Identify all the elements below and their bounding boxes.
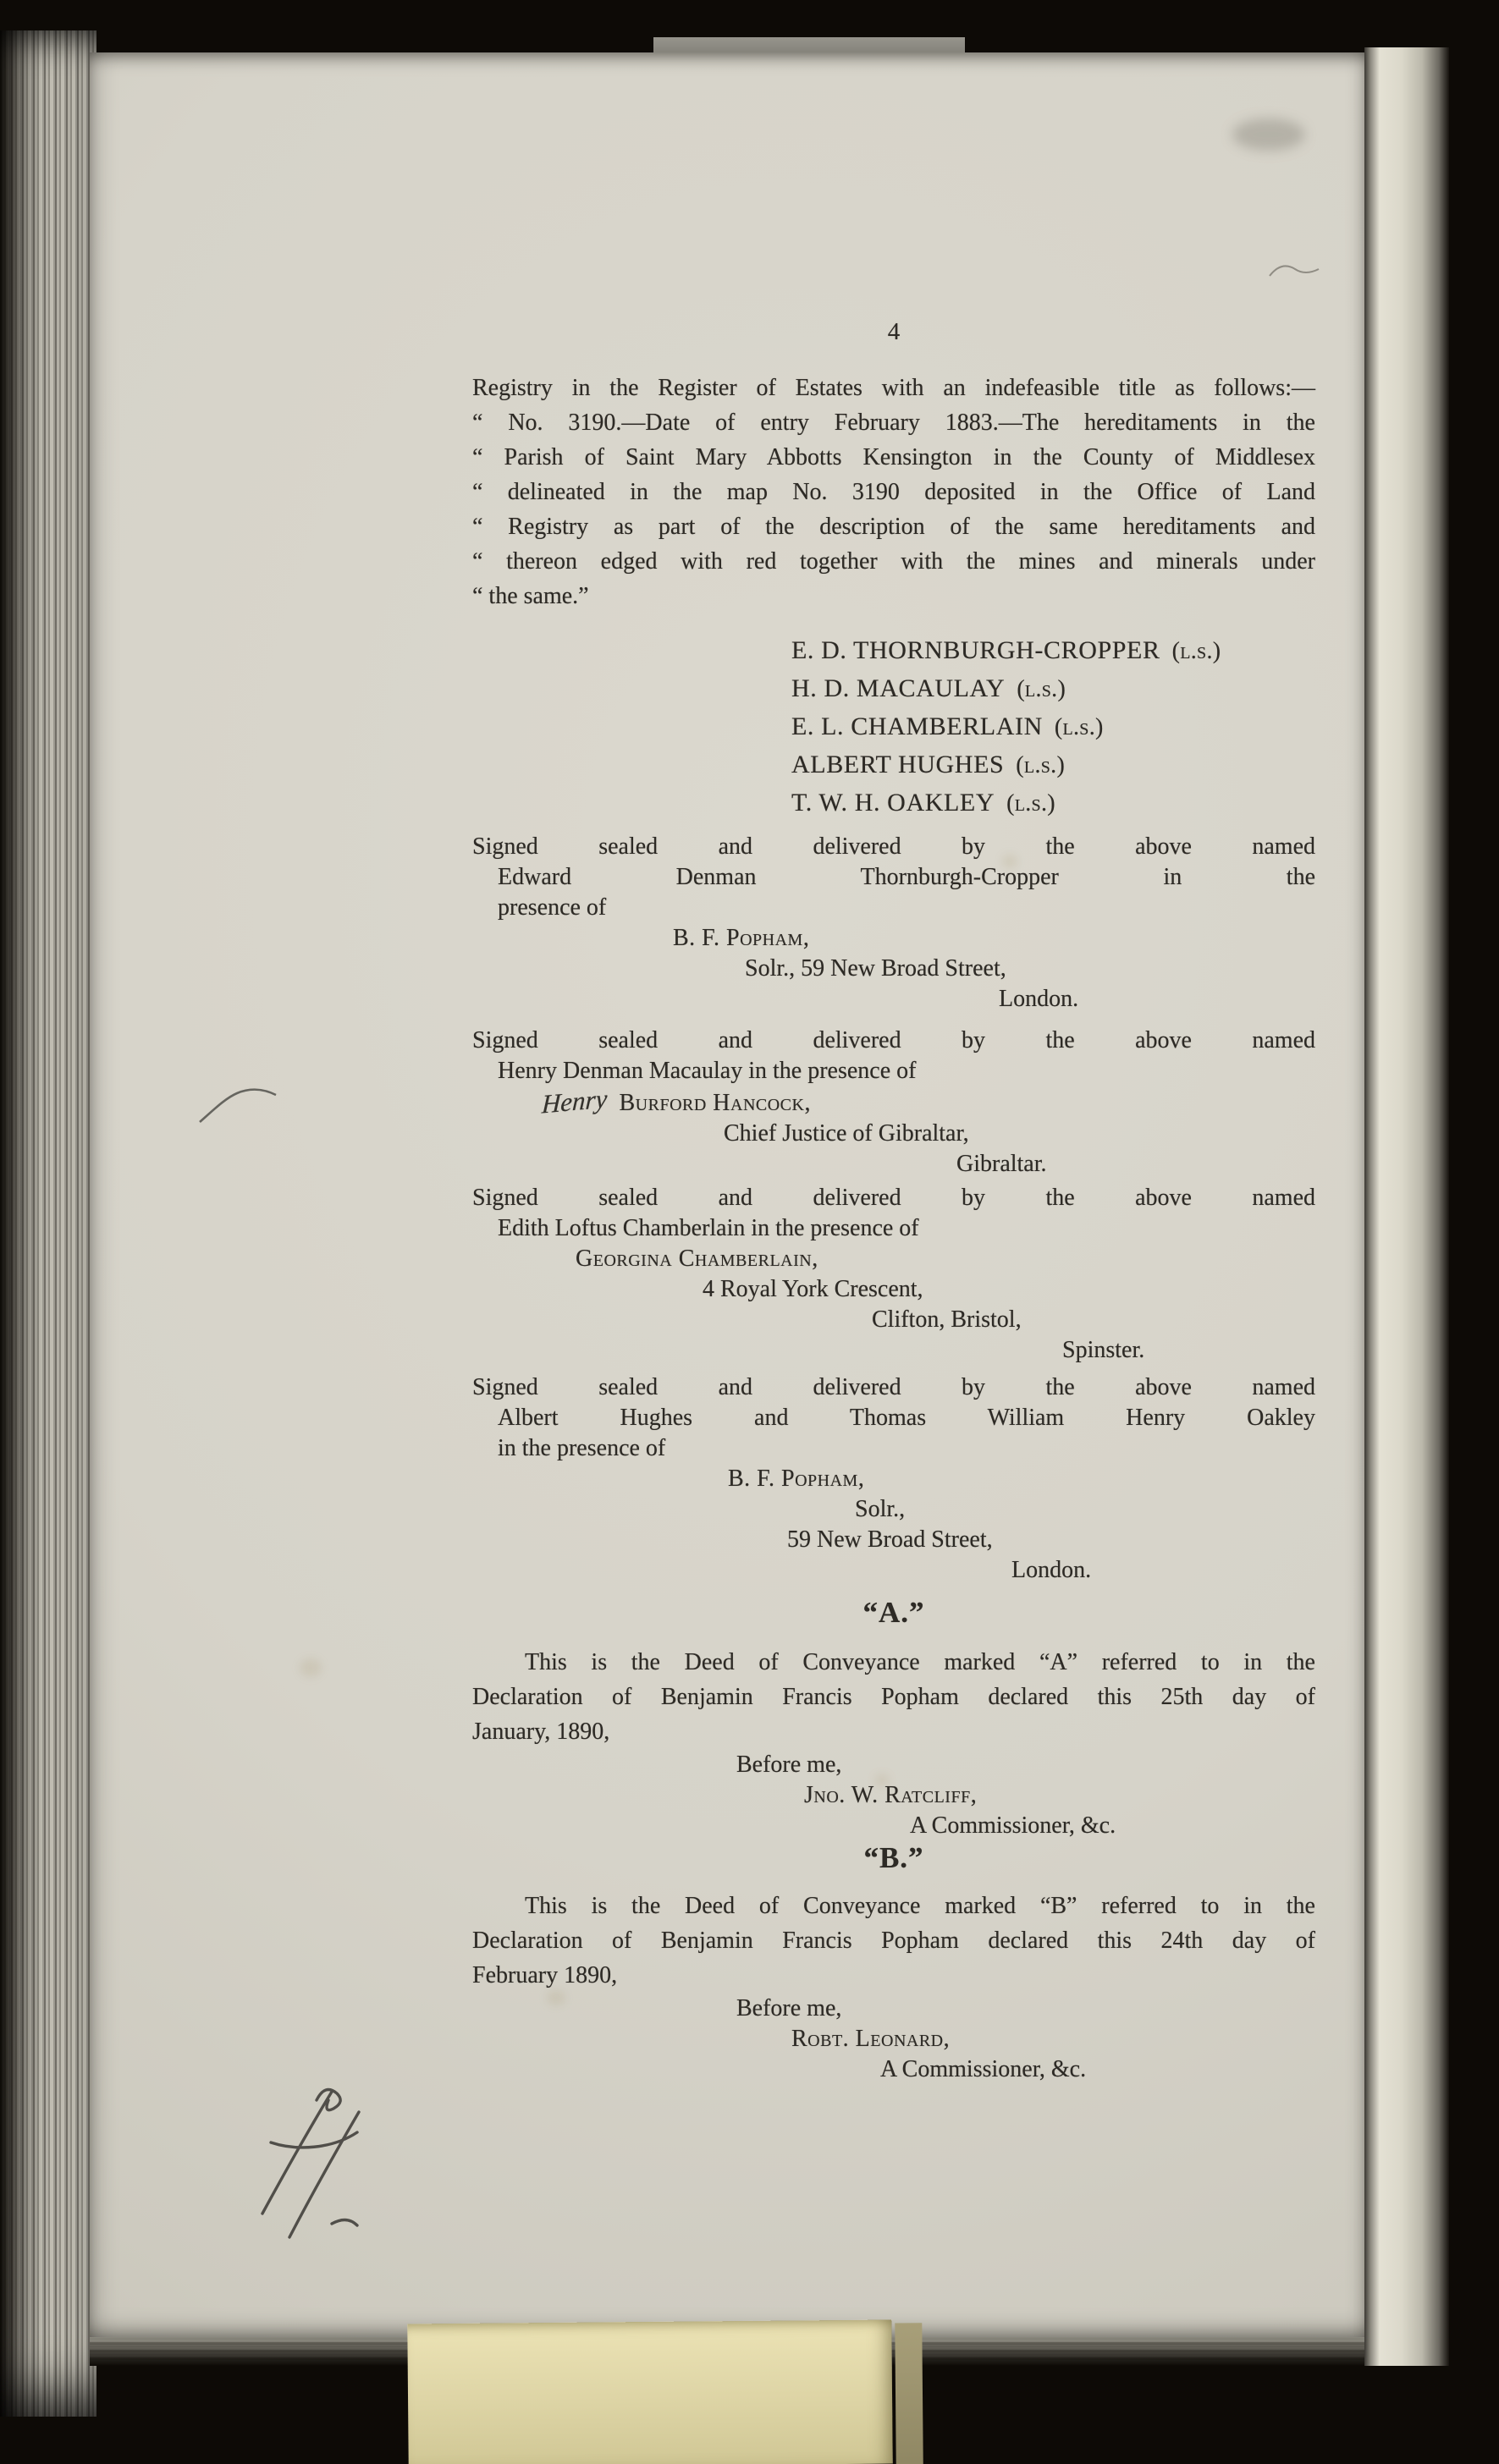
exhibit-line: Declaration of Benjamin Francis Popham declared this 25th day of xyxy=(472,1684,1315,1710)
attestation-line: Signed sealed and delivered by the above named xyxy=(472,1185,1315,1211)
opening-line: “ the same.” xyxy=(472,583,589,609)
handwritten-henry: Henry xyxy=(541,1083,609,1119)
signatory-name: E. L. CHAMBERLAIN xyxy=(791,712,1043,740)
signatory-name: T. W. H. OAKLEY xyxy=(791,789,995,817)
witness-address: Gibraltar. xyxy=(956,1151,1047,1177)
attestation-line: Edward Denman Thornburgh-Cropper in the xyxy=(498,864,1315,890)
witness-name xyxy=(541,1083,1315,1119)
signatory-name: H. D. MACAULAY xyxy=(791,674,1006,702)
exhibit-b-paragraph xyxy=(472,1889,1315,1993)
attestation-line: Signed sealed and delivered by the above named xyxy=(472,1374,1315,1400)
handwritten-notation xyxy=(251,2071,403,2266)
before-me-line: Before me, xyxy=(736,1995,842,2021)
seal-label: (l.s.) xyxy=(1016,752,1066,778)
witness-description: Spinster. xyxy=(1062,1337,1145,1363)
attestation-line: Albert Hughes and Thomas William Henry Oakley xyxy=(498,1405,1315,1431)
attestation-line: Signed sealed and delivered by the above named xyxy=(472,1027,1315,1053)
commissioner-title: A Commissioner, &c. xyxy=(910,1812,1116,1839)
seal-label: (l.s.) xyxy=(1017,676,1066,702)
signatory-name: E. D. THORNBURGH-CROPPER xyxy=(791,636,1160,664)
commissioner-name: Robt. Leonard, xyxy=(791,2026,951,2052)
witness-address: 59 New Broad Street, xyxy=(787,1526,993,1553)
exhibit-line: February 1890, xyxy=(472,1962,618,1988)
attestation-block xyxy=(472,1026,1315,1180)
seal-label: (l.s.) xyxy=(1054,714,1104,740)
before-me-line: Before me, xyxy=(736,1752,842,1778)
attestation-line: Edith Loftus Chamberlain in the presence of xyxy=(498,1215,919,1241)
opening-paragraph xyxy=(472,371,1315,613)
exhibit-b-heading: “B.” xyxy=(863,1841,924,1874)
signatory-row xyxy=(791,708,1221,746)
foxing-spot xyxy=(300,1658,322,1677)
opening-line: “ delineated in the map No. 3190 deposited in the Office of Land xyxy=(472,479,1315,505)
exhibit-a-jurat xyxy=(472,1750,1315,1841)
handwritten-flick xyxy=(1268,256,1322,284)
witness-surname: Burford Hancock, xyxy=(619,1090,811,1116)
attestation-block xyxy=(472,832,1315,1015)
attestation-line: Henry Denman Macaulay in the presence of xyxy=(498,1058,917,1084)
witness-title: Solr., xyxy=(855,1496,906,1522)
book-left-pages-edge xyxy=(0,30,96,2417)
attestation-line: presence of xyxy=(498,894,607,921)
witness-address: London. xyxy=(1011,1557,1092,1583)
attestation-block xyxy=(472,1372,1315,1586)
exhibit-a-heading: “A.” xyxy=(862,1596,925,1629)
attestation-line: Signed sealed and delivered by the above named xyxy=(472,833,1315,860)
opening-line: “ No. 3190.—Date of entry February 1883.—The hereditaments in the xyxy=(472,410,1315,436)
opening-line: Registry in the Register of Estates with an indefeasible title as follows:— xyxy=(472,375,1315,401)
signatory-row xyxy=(791,746,1221,784)
seal-label: (l.s.) xyxy=(1171,638,1221,664)
signatory-name: ALBERT HUGHES xyxy=(791,751,1005,778)
exhibit-line: This is the Deed of Conveyance marked “A” referred to in the xyxy=(525,1649,1315,1675)
exhibit-line: January, 1890, xyxy=(472,1719,610,1745)
exhibit-b-jurat xyxy=(472,1994,1315,2085)
attestation-line: in the presence of xyxy=(498,1435,666,1461)
paper-smudge xyxy=(1232,118,1305,151)
handwritten-check-mark xyxy=(198,1086,279,1130)
opening-line: “ Parish of Saint Mary Abbotts Kensington in the County of Middlesex xyxy=(472,444,1315,470)
bookmark-tab xyxy=(407,2320,892,2464)
witness-name: Georgina Chamberlain, xyxy=(576,1246,818,1272)
facing-page-edge xyxy=(1364,47,1449,2366)
signatory-list xyxy=(791,632,1221,822)
witness-address: London. xyxy=(999,986,1079,1012)
exhibit-line: This is the Deed of Conveyance marked “B” referred to in the xyxy=(525,1893,1315,1919)
exhibit-line: Declaration of Benjamin Francis Popham declared this 24th day of xyxy=(472,1928,1315,1954)
commissioner-name: Jno. W. Ratcliff, xyxy=(804,1782,978,1808)
signatory-row xyxy=(791,632,1221,670)
signatory-row xyxy=(791,670,1221,708)
witness-address: Clifton, Bristol, xyxy=(872,1306,1022,1333)
witness-address: Solr., 59 New Broad Street, xyxy=(745,955,1006,982)
document-page xyxy=(90,52,1364,2337)
seal-label: (l.s.) xyxy=(1006,790,1055,817)
opening-line: “ Registry as part of the description of the same hereditaments and xyxy=(472,514,1315,540)
exhibit-a-paragraph xyxy=(472,1645,1315,1749)
opening-line: “ thereon edged with red together with the mines and minerals under xyxy=(472,548,1315,575)
page-number: 4 xyxy=(887,318,901,345)
witness-name: B. F. Popham, xyxy=(728,1466,865,1492)
witness-address: 4 Royal York Crescent, xyxy=(703,1276,923,1302)
attestation-block xyxy=(472,1183,1315,1366)
commissioner-title: A Commissioner, &c. xyxy=(880,2056,1087,2082)
signatory-row xyxy=(791,784,1221,822)
witness-title: Chief Justice of Gibraltar, xyxy=(724,1120,969,1147)
witness-name: B. F. Popham, xyxy=(673,925,810,951)
